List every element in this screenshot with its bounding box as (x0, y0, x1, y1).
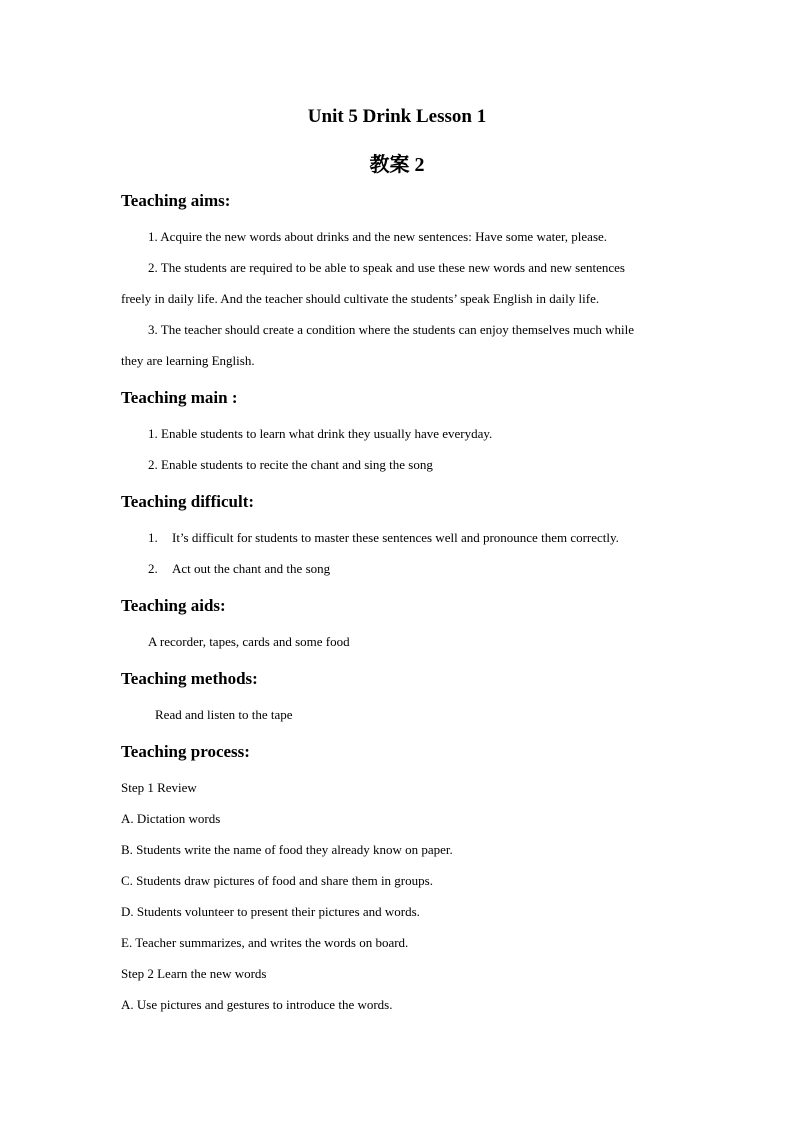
process-line-5: D. Students volunteer to present their pictures and words. (121, 904, 420, 919)
aims-line-5: they are learning English. (121, 353, 255, 368)
difficult-number-2: 2. (148, 561, 158, 576)
difficult-number-1: 1. (148, 530, 158, 545)
difficult-line-2: Act out the chant and the song (172, 561, 331, 576)
document-title: Unit 5 Drink Lesson 1 (307, 106, 487, 127)
heading-teaching-process: Teaching process: (121, 742, 250, 761)
heading-teaching-main: Teaching main : (121, 388, 238, 407)
heading-teaching-aims: Teaching aims: (121, 191, 231, 210)
aids-line-1: A recorder, tapes, cards and some food (148, 634, 350, 649)
process-line-2: A. Dictation words (121, 811, 221, 826)
methods-line-1: Read and listen to the tape (155, 707, 293, 722)
main-line-2: 2. Enable students to recite the chant and sing the song (148, 457, 433, 472)
aims-line-2: 2. The students are required to be able to speak and use these new words and new sentences (148, 260, 625, 275)
process-line-7: Step 2 Learn the new words (121, 966, 267, 981)
process-line-1: Step 1 Review (121, 780, 197, 795)
process-line-3: B. Students write the name of food they already know on paper. (121, 842, 453, 857)
document-subtitle: 教案 2 (369, 154, 425, 176)
process-line-4: C. Students draw pictures of food and share them in groups. (121, 873, 433, 888)
process-line-6: E. Teacher summarizes, and writes the words on board. (121, 935, 409, 950)
heading-teaching-difficult: Teaching difficult: (121, 492, 255, 511)
heading-teaching-methods: Teaching methods: (121, 669, 258, 688)
main-line-1: 1. Enable students to learn what drink they usually have everyday. (148, 426, 493, 441)
process-line-8: A. Use pictures and gestures to introduce the words. (121, 997, 393, 1012)
aims-line-1: 1. Acquire the new words about drinks and the new sentences: Have some water, please. (148, 229, 608, 244)
aims-line-3: freely in daily life. And the teacher should cultivate the students’ speak English in daily life. (121, 291, 600, 306)
aims-line-4: 3. The teacher should create a condition where the students can enjoy themselves much while (148, 322, 635, 337)
heading-teaching-aids: Teaching aids: (121, 596, 226, 615)
difficult-line-1: It’s difficult for students to master these sentences well and pronounce them correctly. (172, 530, 619, 545)
